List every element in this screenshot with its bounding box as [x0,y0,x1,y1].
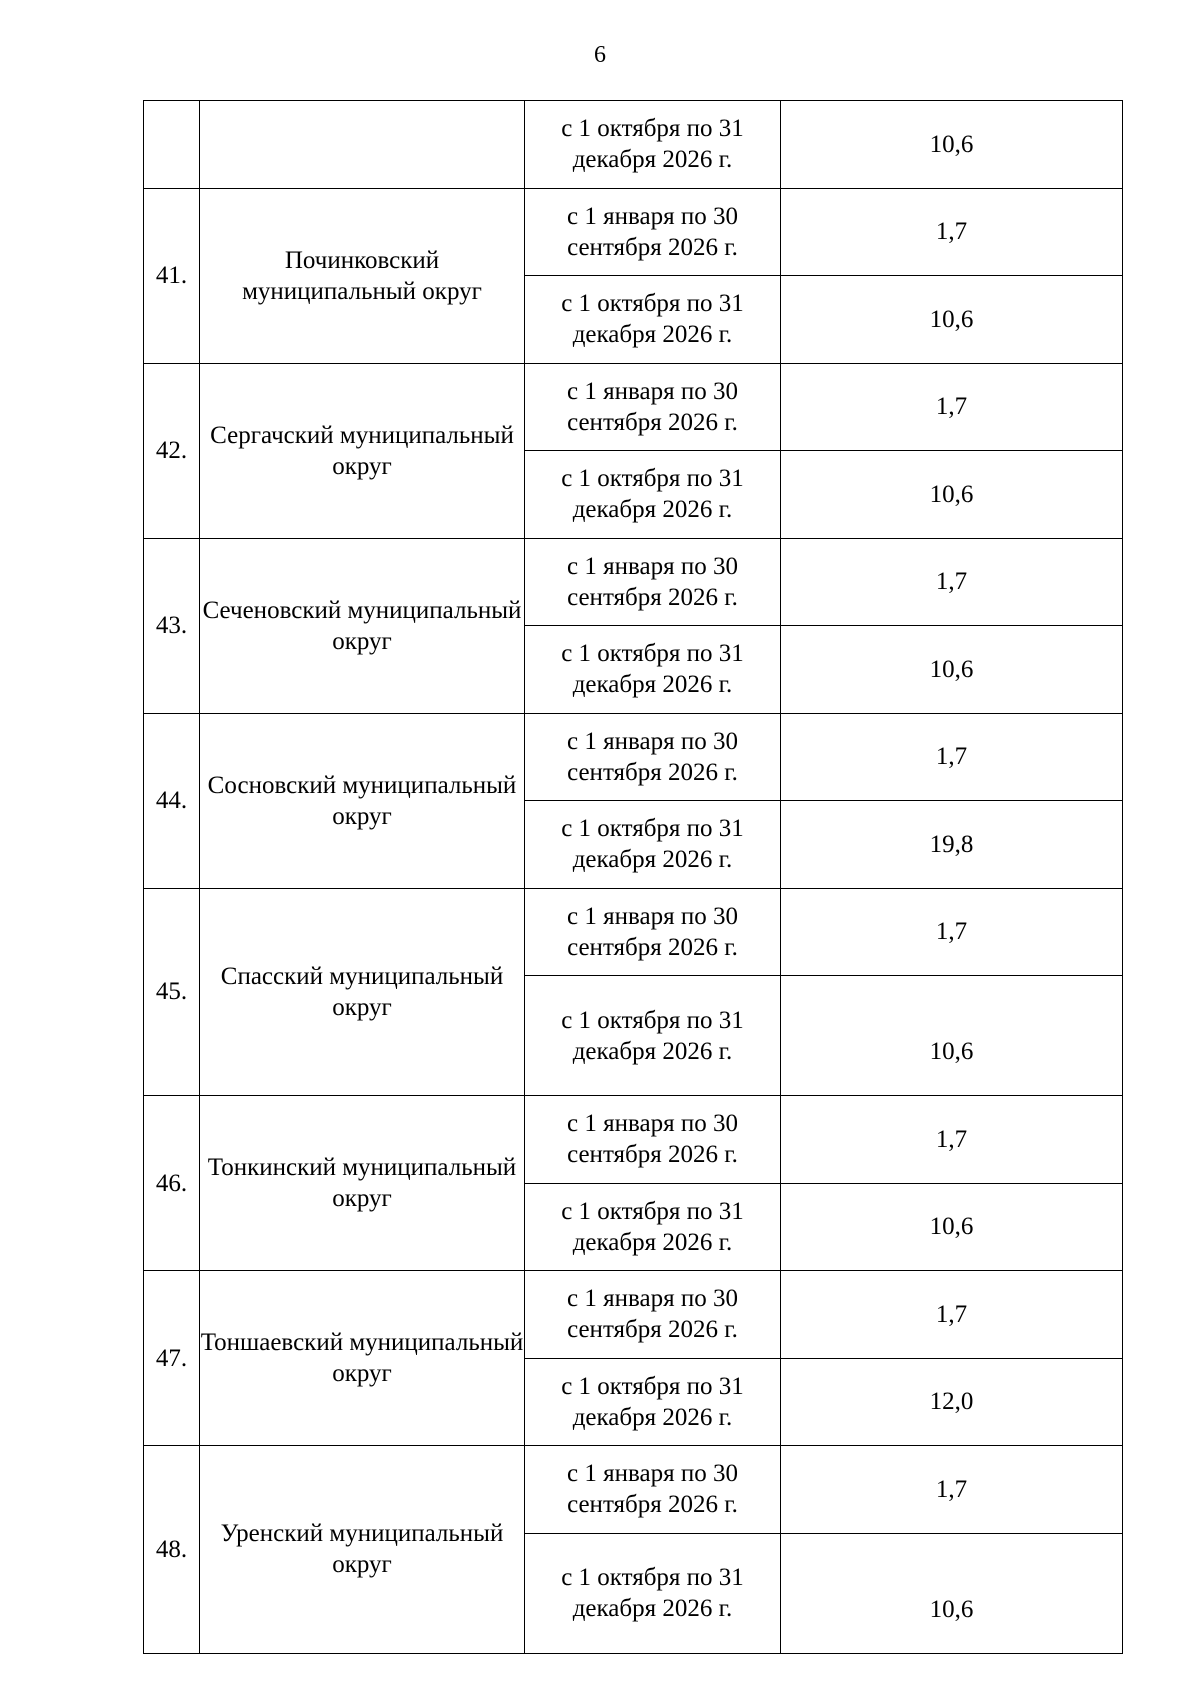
district-name-cell: Сергачский муниципальный округ [200,363,525,538]
period-cell: с 1 октября по 31 декабря 2026 г. [525,276,781,364]
period-cell: с 1 января по 30 сентября 2026 г. [525,1096,781,1184]
value-cell: 1,7 [781,363,1123,451]
table-row [144,188,1123,276]
table-row-continuation [144,101,1123,189]
number-cell: 44. [144,713,200,888]
district-name-cell: Тонкинский муниципальный округ [200,1096,525,1271]
value-cell: 1,7 [781,713,1123,801]
tariff-table [143,100,1123,1654]
value-cell: 10,6 [781,276,1123,364]
number-cell: 41. [144,188,200,363]
period-cell: с 1 января по 30 сентября 2026 г. [525,538,781,626]
value-cell: 10,6 [781,976,1123,1096]
period-cell: с 1 января по 30 сентября 2026 г. [525,1446,781,1534]
district-name-cell: Спасский муниципальный округ [200,888,525,1096]
value-cell: 10,6 [781,626,1123,714]
number-cell: 46. [144,1096,200,1271]
period-cell: с 1 января по 30 сентября 2026 г. [525,888,781,976]
value-cell: 1,7 [781,1271,1123,1359]
period-cell: с 1 октября по 31 декабря 2026 г. [525,1358,781,1446]
number-cell: 48. [144,1446,200,1654]
value-cell: 1,7 [781,1446,1123,1534]
period-cell: с 1 января по 30 сентября 2026 г. [525,713,781,801]
table-row [144,1446,1123,1534]
value-cell: 1,7 [781,1096,1123,1184]
table-row [144,888,1123,976]
period-cell: с 1 октября по 31 декабря 2026 г. [525,1533,781,1653]
number-cell: 43. [144,538,200,713]
value-cell: 10,6 [781,1183,1123,1271]
table-row [144,1096,1123,1184]
table-row [144,363,1123,451]
value-cell: 1,7 [781,538,1123,626]
value-cell: 19,8 [781,801,1123,889]
period-cell: с 1 января по 30 сентября 2026 г. [525,188,781,276]
number-cell [144,101,200,189]
value-cell: 10,6 [781,451,1123,539]
district-name-cell: Сосновский муниципальный округ [200,713,525,888]
period-cell: с 1 января по 30 сентября 2026 г. [525,363,781,451]
number-cell: 42. [144,363,200,538]
district-name-cell: Тоншаевский муниципальный округ [200,1271,525,1446]
period-cell: с 1 января по 30 сентября 2026 г. [525,1271,781,1359]
period-cell: с 1 октября по 31 декабря 2026 г. [525,626,781,714]
page-number: 6 [594,42,606,68]
value-cell: 1,7 [781,188,1123,276]
table-row [144,1271,1123,1359]
period-cell: с 1 октября по 31 декабря 2026 г. [525,101,781,189]
district-name-cell: Уренский муниципальный округ [200,1446,525,1654]
table-row [144,538,1123,626]
number-cell: 47. [144,1271,200,1446]
value-cell: 10,6 [781,101,1123,189]
period-cell: с 1 октября по 31 декабря 2026 г. [525,451,781,539]
number-cell: 45. [144,888,200,1096]
table-row [144,713,1123,801]
period-cell: с 1 октября по 31 декабря 2026 г. [525,1183,781,1271]
district-name-cell: Починковский муниципальный округ [200,188,525,363]
district-name-cell: Сеченовский муниципальный округ [200,538,525,713]
district-name-cell [200,101,525,189]
value-cell: 1,7 [781,888,1123,976]
period-cell: с 1 октября по 31 декабря 2026 г. [525,976,781,1096]
period-cell: с 1 октября по 31 декабря 2026 г. [525,801,781,889]
value-cell: 12,0 [781,1358,1123,1446]
value-cell: 10,6 [781,1533,1123,1653]
